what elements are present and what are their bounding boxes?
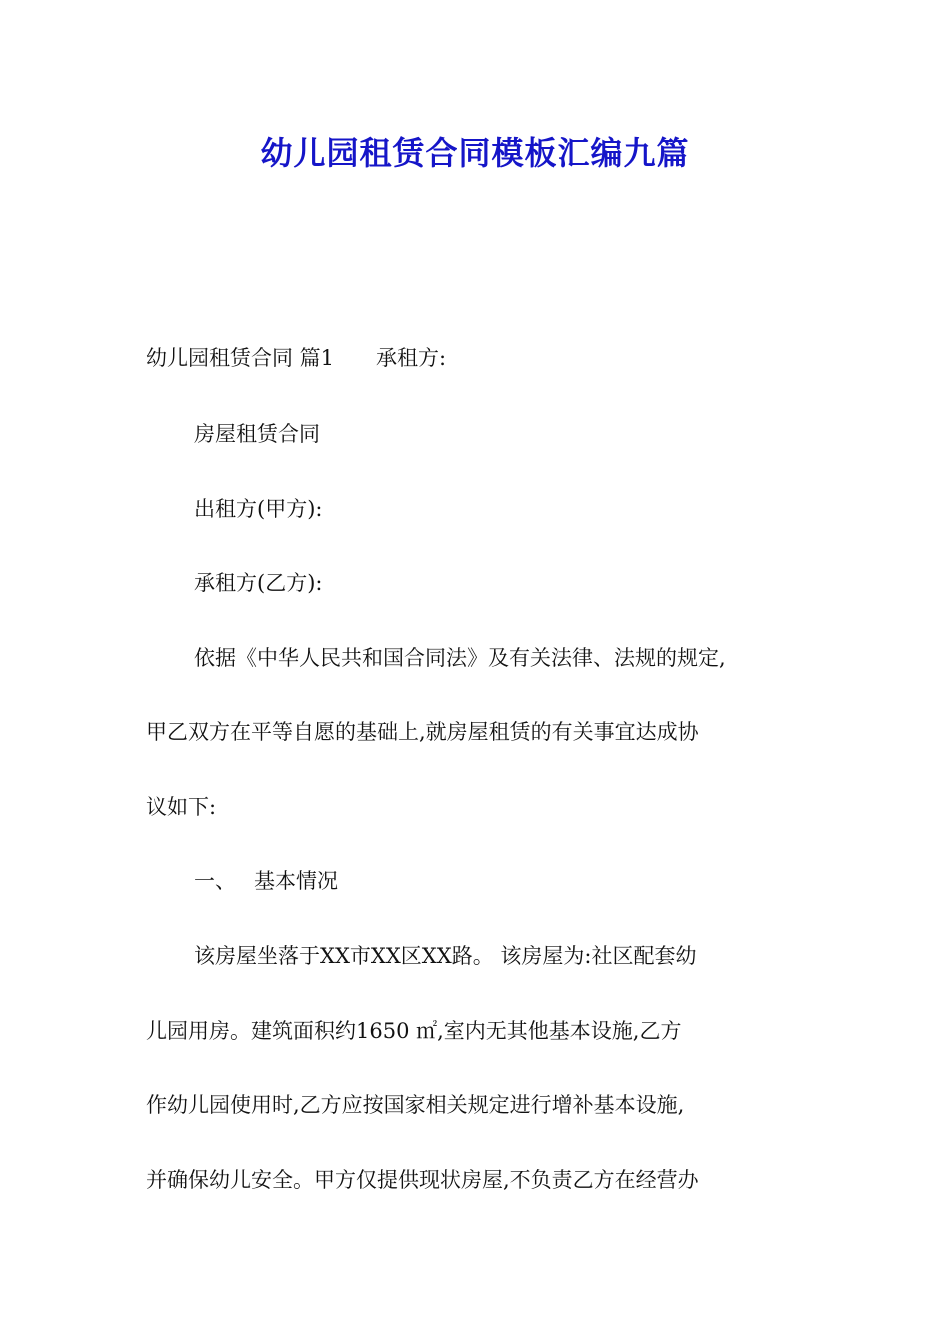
- paragraph-line: 该房屋坐落于XX市XX区XX路。 该房屋为:社区配套幼: [194, 944, 697, 968]
- article-heading-lessee: 承租方:: [376, 346, 447, 370]
- section-title: 基本情况: [254, 869, 338, 893]
- paragraph-line: 议如下:: [146, 795, 217, 819]
- lessor-label: 出租方(甲方):: [194, 497, 323, 521]
- article-heading-title: 幼儿园租赁合同 篇1: [146, 346, 335, 370]
- paragraph-line: 并确保幼儿安全。甲方仅提供现状房屋,不负责乙方在经营办: [146, 1168, 699, 1192]
- paragraph-line: 作幼儿园使用时,乙方应按国家相关规定进行增补基本设施,: [146, 1093, 685, 1117]
- section-number: 一、: [194, 869, 236, 893]
- paragraph-line: 儿园用房。建筑面积约1650 ㎡,室内无其他基本设施,乙方: [146, 1019, 682, 1043]
- document-title: 幼儿园租赁合同模板汇编九篇: [260, 134, 690, 172]
- section-heading: [194, 866, 338, 896]
- article-heading: [146, 343, 446, 373]
- lessee-label: 承租方(乙方):: [194, 571, 323, 595]
- paragraph-line: 甲乙双方在平等自愿的基础上,就房屋租赁的有关事宜达成协: [146, 720, 699, 744]
- paragraph-line: 依据《中华人民共和国合同法》及有关法律、法规的规定,: [194, 646, 726, 670]
- contract-name: 房屋租赁合同: [194, 422, 320, 446]
